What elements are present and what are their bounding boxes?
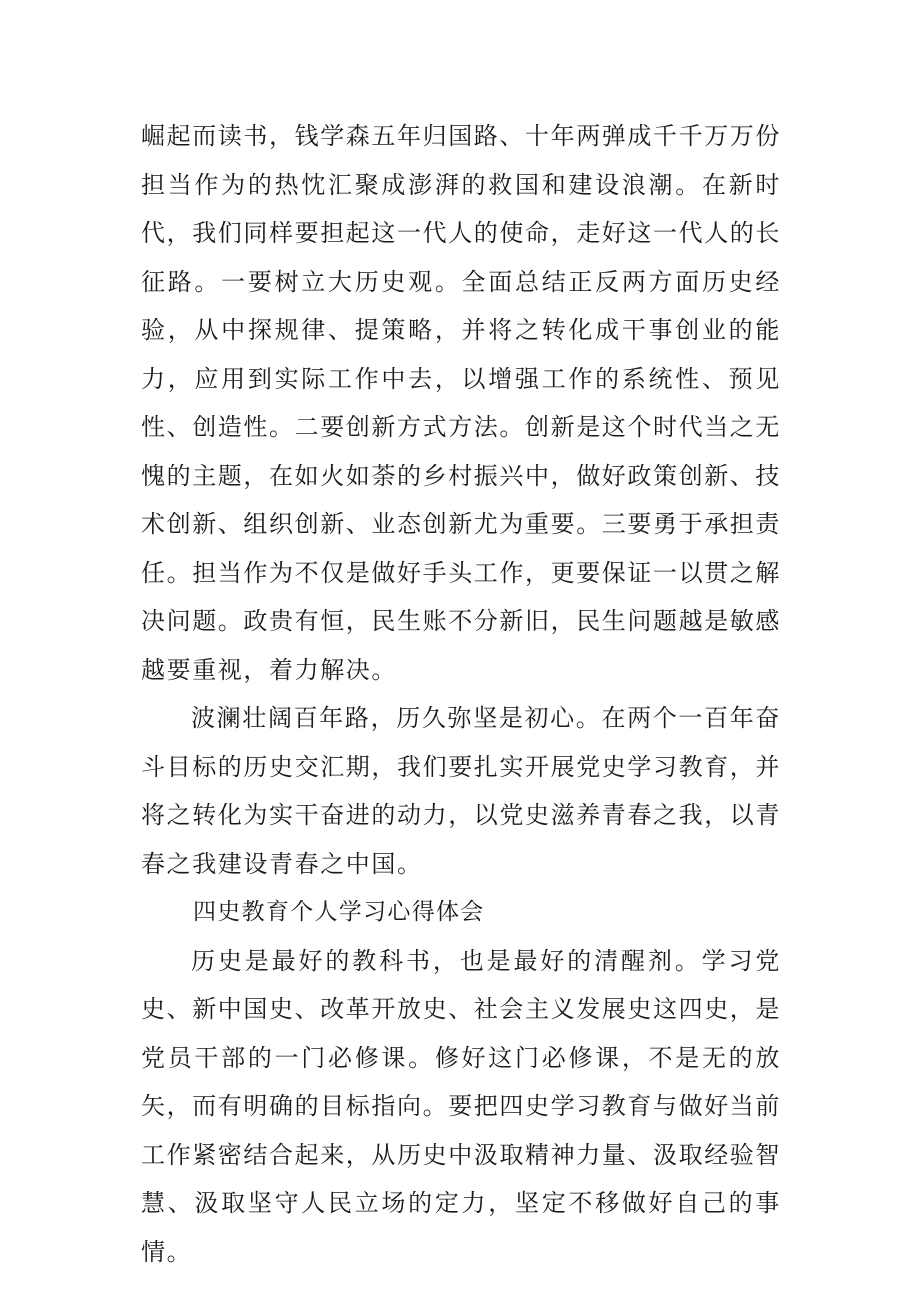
paragraph-history: 历史是最好的教科书，也是最好的清醒剂。学习党史、新中国史、改革开放史、社会主义发展史这四史，是党员干部的一门必修课。修好这门必修课，不是无的放矢，而有明确的目标指向。要把四史学习教育与做好当前工作紧密结合起来，从历史中汲取精神力量、汲取经验智慧、汲取坚守人民立场的定力，坚定不移做好自己的事情。 xyxy=(141,946,781,1266)
section-heading: 四史教育个人学习心得体会 xyxy=(193,899,485,925)
paragraph-continued: 崛起而读书，钱学森五年归国路、十年两弹成千千万万份担当作为的热忱汇聚成澎湃的救国和建设浪潮。在新时代，我们同样要担起这一代人的使命，走好这一代人的长征路。一要树立大历史观。全面总结正反两方面历史经验，从中探规律、提策略，并将之转化成干事创业的能力，应用到实际工作中去，以增强工作的系统性、预见性、创造性。二要创新方式方法。创新是这个时代当之无愧的主题，在如火如荼的乡村振兴中，做好政策创新、技术创新、组织创新、业态创新尤为重要。三要勇于承担责任。担当作为不仅是做好手头工作，更要保证一以贯之解决问题。政贵有恒，民生账不分新旧，民生问题越是敏感越要重视，着力解决。 xyxy=(141,122,781,684)
paragraph-closing: 波澜壮阔百年路，历久弥坚是初心。在两个一百年奋斗目标的历史交汇期，我们要扎实开展党史学习教育，并将之转化为实干奋进的动力，以党史滋养青春之我，以青春之我建设青春之中国。 xyxy=(141,704,781,878)
document-body xyxy=(141,112,781,1276)
